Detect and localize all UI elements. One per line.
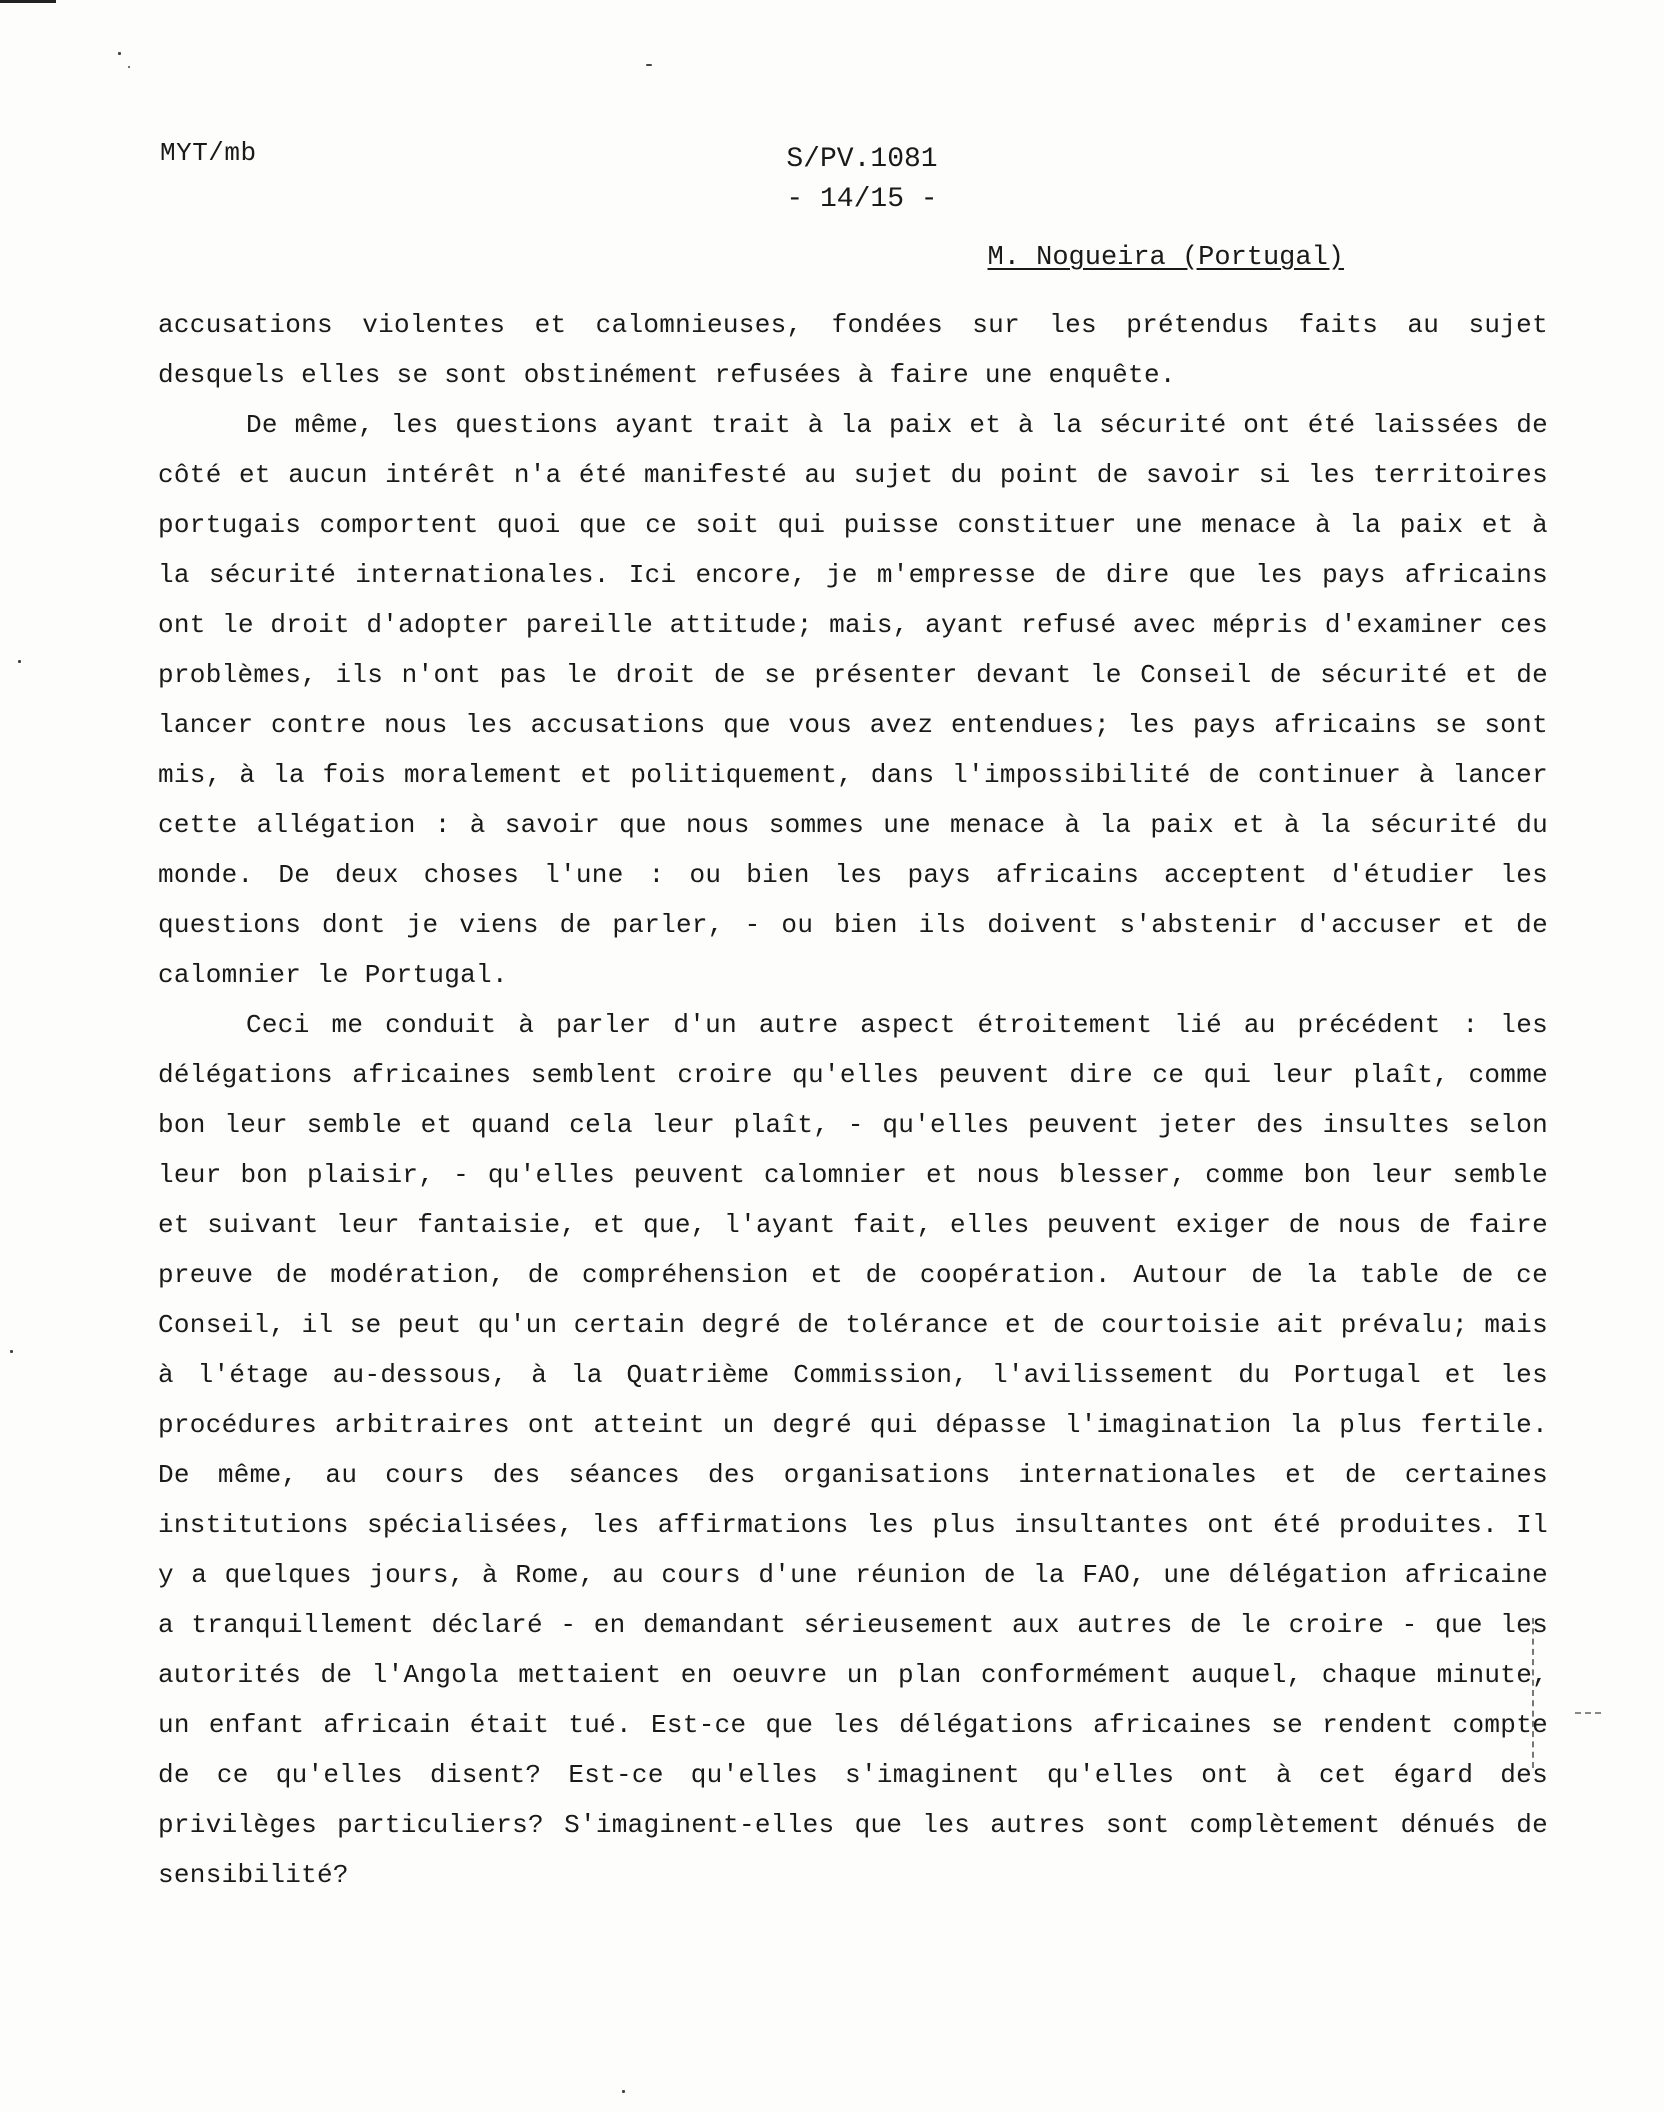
document-reference: MYT/mb bbox=[160, 138, 257, 168]
speaker-name: M. Nogueira (Portugal) bbox=[987, 243, 1344, 273]
scan-speck bbox=[622, 2090, 625, 2093]
page-number: - 14/15 - bbox=[786, 184, 938, 215]
scan-speck bbox=[128, 66, 130, 68]
document-number: S/PV.1081 bbox=[786, 144, 938, 175]
scan-speck bbox=[646, 64, 652, 66]
scan-speck bbox=[118, 52, 121, 55]
scan-edge-line bbox=[0, 0, 56, 3]
margin-mark bbox=[1532, 1618, 1536, 1768]
scan-speck bbox=[18, 660, 21, 663]
paragraph: accusations violentes et calomnieuses, fondées sur les prétendus faits au sujet desquels elles se sont obstinément refusées à faire une enquête. bbox=[158, 310, 1548, 390]
document-header bbox=[0, 140, 1664, 220]
paragraph: Ceci me conduit à parler d'un autre aspect étroitement lié au précédent : les délégations africaines semblent croire qu'elles peuvent dire ce qui leur plaît, comme bon leur semble et quand cela leur plaît, - qu'elles peuvent jeter des insultes selon leur bon plaisir, - qu'elles peuvent calomnier et nous blesser, comme bon leur semble et suivant leur fantaisie, et que, l'ayant fait, elles peuvent exiger de nous de faire preuve de modération, de compréhension et de coopération. Autour de la table de ce Conseil, il se peut qu'un certain degré de tolérance et de courtoisie ait prévalu; mais à l'étage au-dessous, à la Quatrième Commission, l'avilissement du Portugal et les procédures arbitraires ont atteint un degré qui dépasse l'imagination la plus fertile. De même, au cours des séances des organisations internationales et de certaines institutions spécialisées, les affirmations les plus insultantes ont été produites. Il y a quelques jours, à Rome, au cours d'une réunion de la FAO, une délégation africaine a tranquillement déclaré - en demandant sérieusement aux autres de le croire - que les autorités de l'Angola mettaient en oeuvre un plan conformément auquel, chaque minute, un enfant africain était tué. Est-ce que les délégations africaines se rendent compte de ce qu'elles disent? Est-ce qu'elles s'imaginent qu'elles ont à cet égard des privilèges particuliers? S'imaginent-elles que les autres sont complètement dénués de sensibilité? bbox=[158, 1010, 1548, 1890]
document-body bbox=[158, 300, 1548, 1900]
margin-dash bbox=[1575, 1712, 1601, 1716]
scan-speck bbox=[10, 1350, 13, 1353]
paragraph: De même, les questions ayant trait à la paix et à la sécurité ont été laissées de côté et aucun intérêt n'a été manifesté au sujet du point de savoir si les territoires portugais comportent quoi que ce soit qui puisse constituer une menace à la paix et à la sécurité internationales. Ici encore, je m'empresse de dire que les pays africains ont le droit d'adopter pareille attitude; mais, ayant refusé avec mépris d'examiner ces problèmes, ils n'ont pas le droit de se présenter devant le Conseil de sécurité et de lancer contre nous les accusations que vous avez entendues; les pays africains se sont mis, à la fois moralement et politiquement, dans l'impossibilité de continuer à lancer cette allégation : à savoir que nous sommes une menace à la paix et à la sécurité du monde. De deux choses l'une : ou bien les pays africains acceptent d'étudier les questions dont je viens de parler, - ou bien ils doivent s'abstenir d'accuser et de calomnier le Portugal. bbox=[158, 410, 1548, 990]
